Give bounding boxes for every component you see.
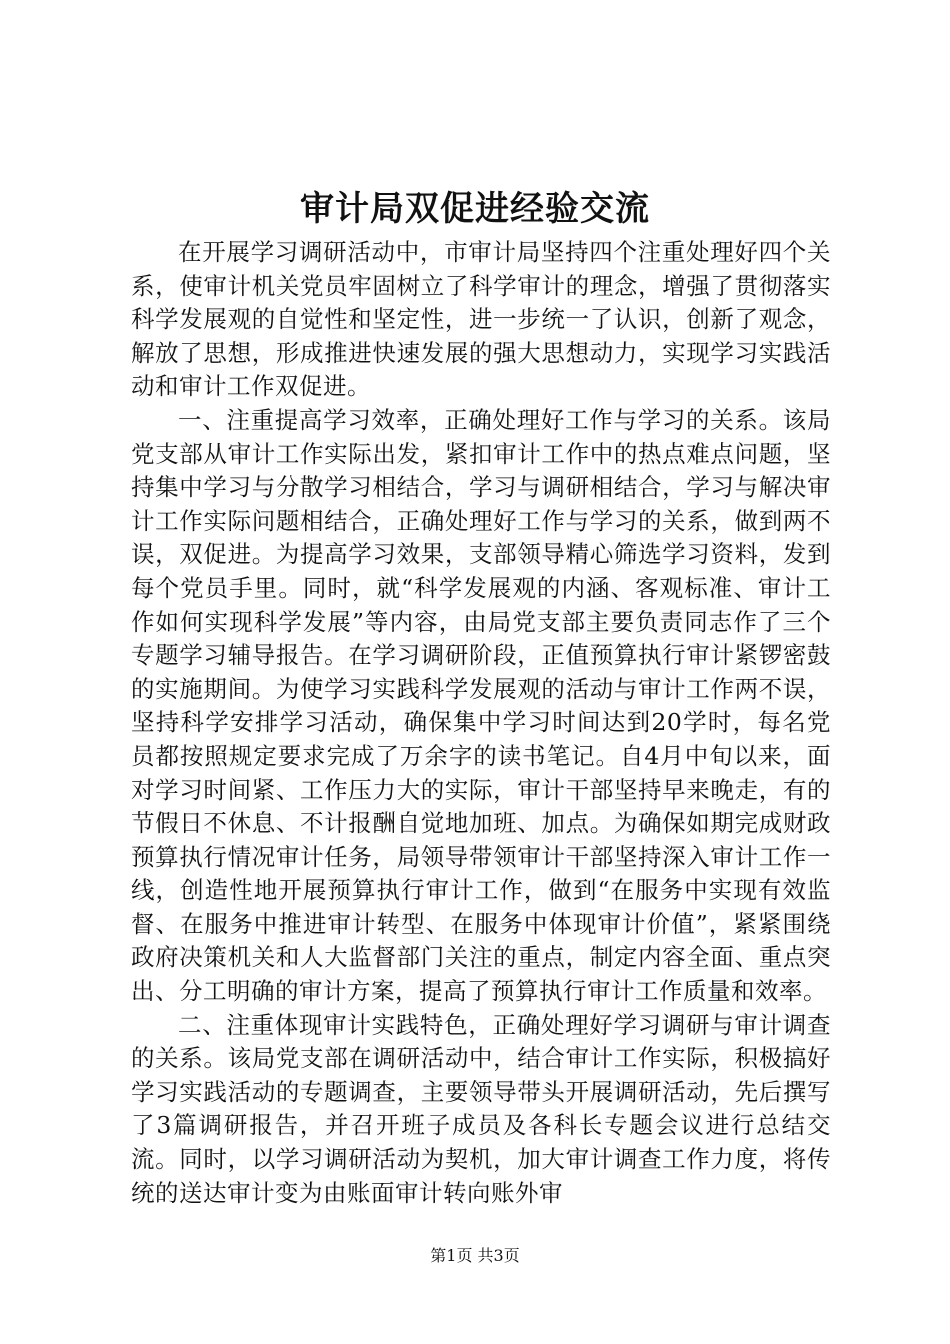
- paragraph-section-one: 一、注重提高学习效率，正确处理好工作与学习的关系。该局党支部从审计工作实际出发，紧扣审计工作中的热点难点问题，坚持集中学习与分散学习相结合，学习与调研相结合，学习与解决审计工作实际问题相结合，正确处理好工作与学习的关系，做到两不误，双促进。为提高学习效果，支部领导精心筛选学习资料，发到每个党员手里。同时，就“科学发展观的内涵、客观标准、审计工作如何实现科学发展”等内容，由局党支部主要负责同志作了三个专题学习辅导报告。在学习调研阶段，正值预算执行审计紧锣密鼓的实施期间。为使学习实践科学发展观的活动与审计工作两不误，坚持科学安排学习活动，确保集中学习时间达到20学时，每名党员都按照规定要求完成了万余字的读书笔记。自4月中旬以来，面对学习时间紧、工作压力大的实际，审计干部坚持早来晚走，有的节假日不休息、不计报酬自觉地加班、加点。为确保如期完成财政预算执行情况审计任务，局领导带领审计干部坚持深入审计工作一线，创造性地开展预算执行审计工作，做到“在服务中实现有效监督、在服务中推进审计转型、在服务中体现审计价值”，紧紧围绕政府决策机关和人大监督部门关注的重点，制定内容全面、重点突出、分工明确的审计方案，提高了预算执行审计工作质量和效率。: [131, 405, 831, 1006]
- paragraph-section-two: 二、注重体现审计实践特色，正确处理好学习调研与审计调查的关系。该局党支部在调研活动中，结合审计工作实际，积极搞好学习实践活动的专题调查，主要领导带头开展调研活动，先后撰写了3篇调研报告，并召开班子成员及各科长专题会议进行总结交流。同时，以学习调研活动为契机，加大审计调查工作力度，将传统的送达审计变为由账面审计转向账外审: [131, 1010, 831, 1207]
- document-title: 审计局双促进经验交流: [300, 189, 650, 229]
- paragraph-intro: 在开展学习调研活动中，市审计局坚持四个注重处理好四个关系，使审计机关党员牢固树立了科学审计的理念，增强了贯彻落实科学发展观的自觉性和坚定性，进一步统一了认识，创新了观念，解放了思想，形成推进快速发展的强大思想动力，实现学习实践活动和审计工作双促进。: [131, 238, 831, 401]
- document-body: [131, 236, 831, 1210]
- page-number-footer: 第1页 共3页: [430, 1246, 520, 1265]
